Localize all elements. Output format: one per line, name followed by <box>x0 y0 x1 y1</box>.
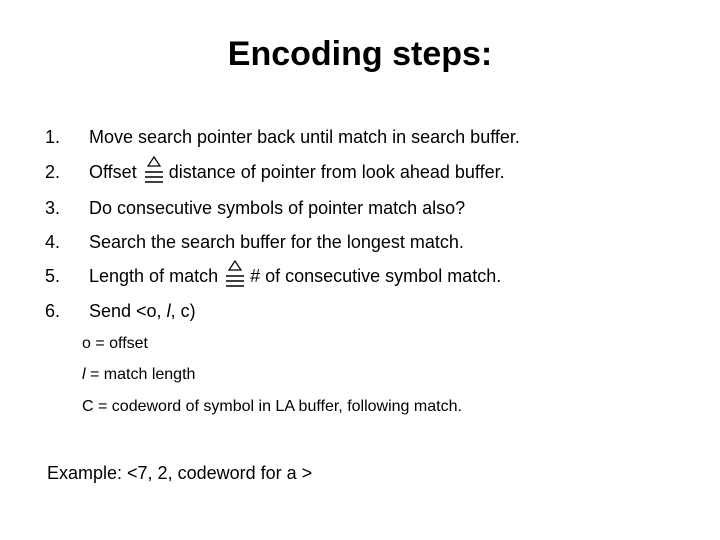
note-match-length <box>82 364 195 386</box>
step-number: 1. <box>45 127 61 147</box>
step-text: Search the search buffer for the longest match. <box>89 232 464 252</box>
step-text <box>89 263 501 289</box>
page-title: Encoding steps: <box>227 35 493 73</box>
step-text-before: Length of match <box>89 266 219 286</box>
step-text: Do consecutive symbols of pointer match also? <box>89 198 466 218</box>
step-number: 2. <box>45 162 61 182</box>
step-text-italic: l <box>166 301 171 321</box>
step-text <box>89 159 505 185</box>
step-number: 5. <box>45 266 61 286</box>
step-text-after: distance of pointer from look ahead buffer. <box>168 162 505 182</box>
step-text-prefix: Send <o, <box>89 301 167 321</box>
step-text-suffix: , c) <box>170 301 196 321</box>
step-number: 6. <box>45 301 61 321</box>
step-text: Move search pointer back until match in search buffer. <box>89 127 520 147</box>
step-text-before: Offset <box>89 162 137 182</box>
example-line: Example: <7, 2, codeword for a > <box>47 463 313 483</box>
step-text-after: # of consecutive symbol match. <box>250 266 502 286</box>
defined-as-icon <box>224 263 246 289</box>
step-number: 3. <box>45 198 61 218</box>
note-codeword: C = codeword of symbol in LA buffer, following match. <box>82 398 462 415</box>
note-offset: o = offset <box>82 335 148 352</box>
defined-as-icon <box>143 159 165 185</box>
step-text <box>89 298 196 324</box>
note-italic-symbol: l <box>82 366 86 383</box>
note-rest: = match length <box>85 366 196 383</box>
step-number: 4. <box>45 232 61 252</box>
